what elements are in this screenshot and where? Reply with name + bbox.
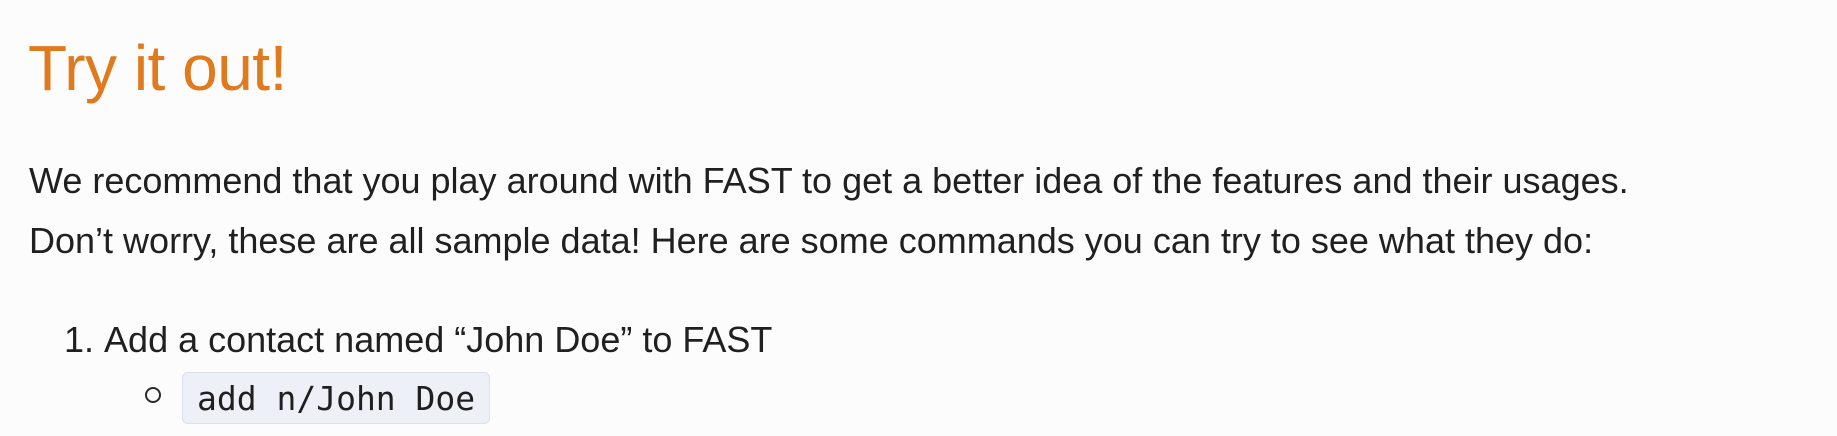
step-text: Add a contact named “John Doe” to FAST xyxy=(104,319,773,360)
section-title: Try it out! xyxy=(28,32,287,104)
command-item xyxy=(145,372,853,424)
command-code: add n/John Doe xyxy=(182,372,490,424)
circle-bullet-icon xyxy=(145,387,161,403)
step-number: 1. xyxy=(64,319,95,360)
step-item xyxy=(64,312,772,420)
step-commands xyxy=(145,372,853,424)
intro-paragraph xyxy=(29,151,1829,271)
intro-line-2: Don’t worry, these are all sample data! Here are some commands you can try to see what they do: xyxy=(29,220,1594,261)
steps-list xyxy=(64,312,772,420)
intro-line-1: We recommend that you play around with FAST to get a better idea of the features and their usages. xyxy=(29,160,1629,201)
